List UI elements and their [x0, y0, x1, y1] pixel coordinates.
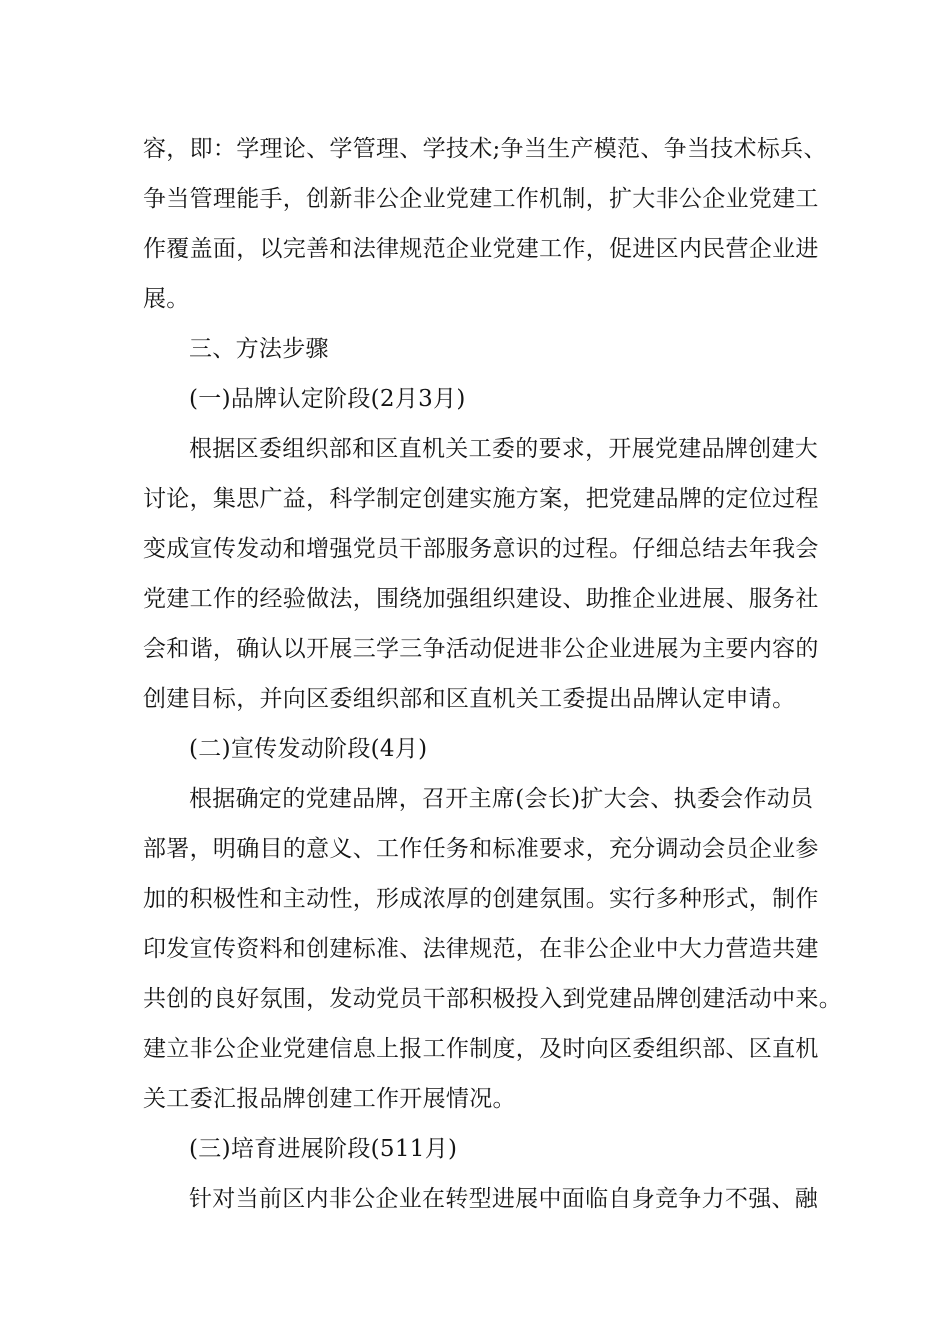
paragraph-line: 根据区委组织部和区直机关工委的要求，开展党建品牌创建大 [189, 436, 819, 462]
paragraph-line: 变成宣传发动和增强党员干部服务意识的过程。仔细总结去年我会 [143, 536, 819, 562]
paragraph-line: 根据确定的党建品牌，召开主席(会长)扩大会、执委会作动员 [189, 786, 814, 812]
subsection-heading: (二)宣传发动阶段(4月) [189, 736, 428, 762]
paragraph-line: 印发宣传资料和创建标准、法律规范，在非公企业中大力营造共建 [143, 936, 819, 962]
paragraph-line: 建立非公企业党建信息上报工作制度，及时向区委组织部、区直机 [143, 1036, 819, 1062]
paragraph-line: 共创的良好氛围，发动党员干部积极投入到党建品牌创建活动中来。 [143, 986, 842, 1012]
section-heading: 三、方法步骤 [189, 336, 329, 362]
paragraph-line: 党建工作的经验做法，围绕加强组织建设、助推企业进展、服务社 [143, 586, 819, 612]
subsection-heading: (一)品牌认定阶段(2月3月) [189, 386, 466, 412]
paragraph-line: 展。 [143, 286, 190, 312]
paragraph-line: 加的积极性和主动性，形成浓厚的创建氛围。实行多种形式，制作 [143, 886, 819, 912]
paragraph-line: 部署，明确目的意义、工作任务和标准要求，充分调动会员企业参 [143, 836, 819, 862]
subsection-heading: (三)培育进展阶段(511月) [189, 1136, 458, 1162]
paragraph-line: 关工委汇报品牌创建工作开展情况。 [143, 1086, 516, 1112]
paragraph-line: 会和谐，确认以开展三学三争活动促进非公企业进展为主要内容的 [143, 636, 819, 662]
paragraph-line: 作覆盖面，以完善和法律规范企业党建工作，促进区内民营企业进 [143, 236, 819, 262]
paragraph-line: 容，即：学理论、学管理、学技术;争当生产模范、争当技术标兵、 [143, 136, 827, 162]
paragraph-line: 创建目标，并向区委组织部和区直机关工委提出品牌认定申请。 [143, 686, 796, 712]
paragraph-line: 讨论，集思广益，科学制定创建实施方案，把党建品牌的定位过程 [143, 486, 819, 512]
paragraph-line: 争当管理能手，创新非公企业党建工作机制，扩大非公企业党建工 [143, 186, 819, 212]
document-body [143, 124, 842, 1224]
paragraph-line: 针对当前区内非公企业在转型进展中面临自身竞争力不强、融 [189, 1186, 819, 1212]
